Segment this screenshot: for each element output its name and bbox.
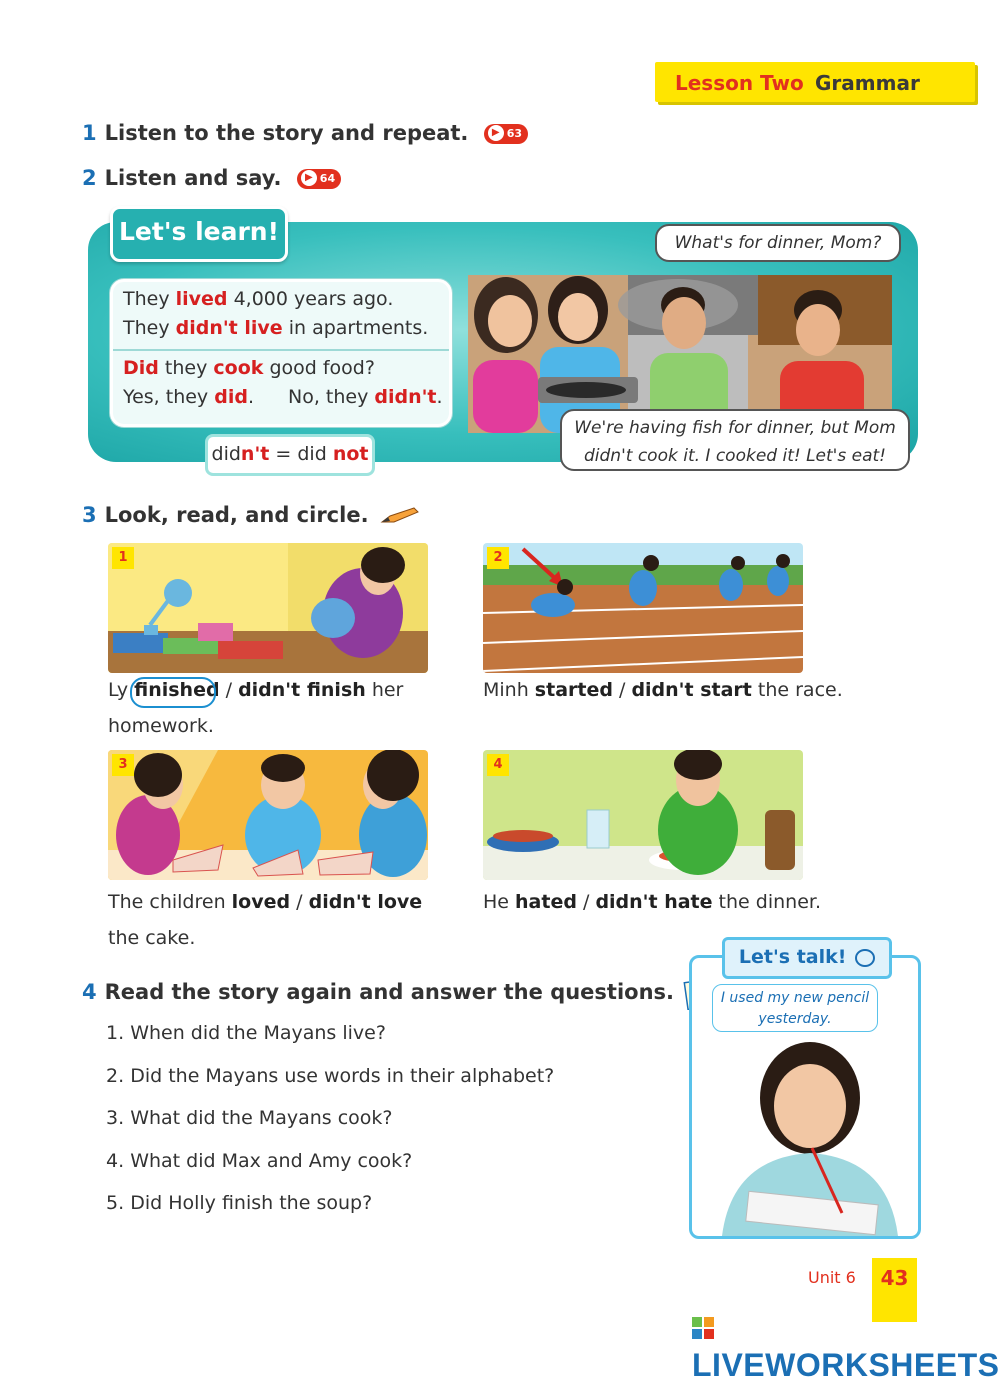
exercise-number: 4	[82, 980, 97, 1004]
audio-track-number: 64	[319, 172, 336, 185]
exercise-number: 2	[82, 166, 97, 190]
speech-line: yesterday.	[758, 1011, 832, 1027]
liveworksheets-icon	[692, 1317, 714, 1339]
lesson-topic: Grammar	[815, 71, 920, 95]
exercise-title: Listen to the story and repeat.	[104, 121, 469, 145]
audio-track-number: 63	[506, 127, 523, 140]
liveworksheets-logo[interactable]	[692, 1310, 1000, 1384]
question-1: 1. When did the Mayans live?	[106, 1022, 386, 1044]
grammar-line: Yes, they did. No, they didn't.	[123, 386, 443, 408]
option-didnt-finish[interactable]: didn't finish	[238, 679, 366, 701]
speech-line: We're having fish for dinner, but Mom	[574, 418, 896, 438]
question-4: 4. What did Max and Amy cook?	[106, 1150, 413, 1172]
speaker-icon: ▶	[488, 125, 504, 141]
exercise-1-heading	[82, 121, 528, 145]
exercise-number: 3	[82, 503, 97, 527]
grammar-box	[110, 279, 452, 427]
speech-line: didn't cook it. I cooked it! Let's eat!	[584, 446, 886, 466]
option-didnt-love[interactable]: didn't love	[308, 891, 423, 913]
exercise-4-heading	[82, 976, 715, 1010]
lets-learn-title: Let's learn!	[110, 206, 288, 262]
sentence-4: He hated / didn't hate the dinner.	[483, 891, 821, 913]
picture-2	[483, 543, 803, 673]
brand-name: LIVEWORKSHEETS	[692, 1347, 1000, 1383]
picture-number: 2	[487, 547, 509, 569]
option-hated[interactable]: hated	[515, 891, 577, 913]
divider	[113, 349, 449, 351]
sentence-1: Ly finished / didn't finish her	[108, 679, 404, 701]
lets-talk-title	[722, 937, 892, 979]
grammar-line: Did they cook good food?	[123, 357, 375, 379]
exercise-title: Listen and say.	[104, 166, 282, 190]
speech-bubble-icon	[855, 949, 875, 967]
option-didnt-hate[interactable]: didn't hate	[595, 891, 713, 913]
sentence-3: The children loved / didn't love	[108, 891, 423, 913]
sentence-3-continued: the cake.	[108, 927, 196, 949]
option-loved[interactable]: loved	[231, 891, 291, 913]
exercise-title: Look, read, and circle.	[104, 503, 369, 527]
sentence-1-continued: homework.	[108, 715, 214, 737]
picture-number: 1	[112, 547, 134, 569]
exercise-title: Read the story again and answer the questions.	[104, 980, 675, 1004]
answer-circle	[130, 677, 216, 708]
picture-number: 4	[487, 754, 509, 776]
option-started[interactable]: started	[534, 679, 613, 701]
lets-talk-label: Let's talk!	[738, 946, 847, 968]
sentence-2: Minh started / didn't start the race.	[483, 679, 843, 701]
pencil-icon	[380, 506, 420, 526]
exercise-2-heading	[82, 166, 341, 190]
lesson-header	[655, 62, 975, 102]
exercise-3-heading	[82, 503, 420, 527]
option-didnt-start[interactable]: didn't start	[631, 679, 752, 701]
unit-label: Unit 6	[808, 1268, 856, 1287]
picture-4	[483, 750, 803, 880]
picture-3	[108, 750, 428, 880]
speech-bubble	[712, 984, 878, 1032]
grammar-line: They lived 4,000 years ago.	[123, 288, 394, 310]
page-number: 43	[872, 1258, 917, 1322]
exercise-number: 1	[82, 121, 97, 145]
question-2: 2. Did the Mayans use words in their alphabet?	[106, 1065, 555, 1087]
picture-1	[108, 543, 428, 673]
audio-track-button[interactable]	[484, 124, 528, 144]
question-3: 3. What did the Mayans cook?	[106, 1107, 393, 1129]
question-5: 5. Did Holly finish the soup?	[106, 1192, 373, 1214]
speech-bubble: What's for dinner, Mom?	[655, 224, 901, 262]
grammar-line: They didn't live in apartments.	[123, 317, 429, 339]
speech-line: I used my new pencil	[720, 990, 870, 1006]
lesson-label: Lesson Two	[675, 71, 804, 95]
option-finished[interactable]: finished	[134, 679, 220, 701]
contraction-box: didn't = did not	[205, 434, 375, 476]
speech-bubble	[560, 409, 910, 471]
speaker-icon: ▶	[301, 170, 317, 186]
picture-number: 3	[112, 754, 134, 776]
audio-track-button[interactable]	[297, 169, 341, 189]
